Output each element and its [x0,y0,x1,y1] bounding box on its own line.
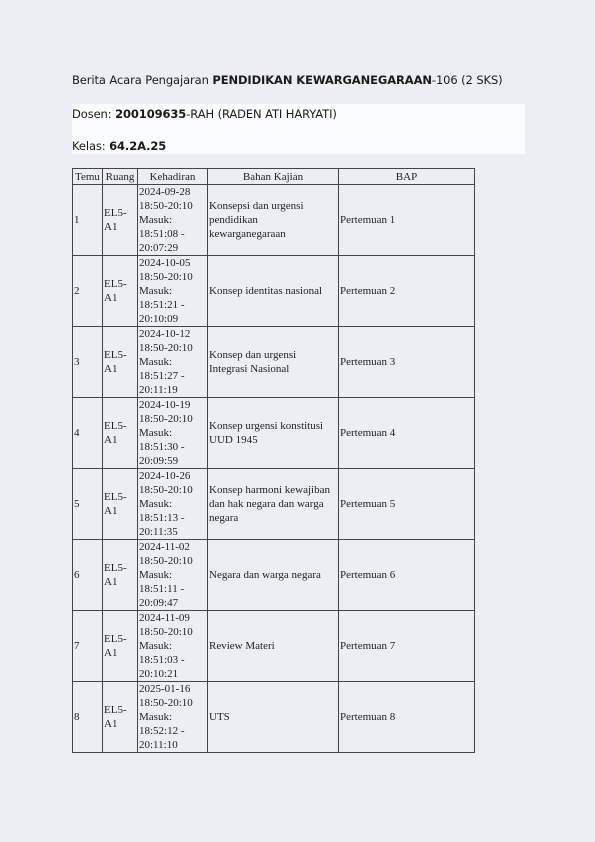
cell-ruang: EL5-A1 [103,256,138,327]
cell-temu: 2 [73,256,103,327]
masuk-in-time: 18:51:30 - [139,441,185,453]
cell-bahan-kajian: Konsepsi dan urgensi pendidikan kewarganegaraan [208,185,339,256]
masuk-label: Masuk: [139,569,172,581]
cell-bap: Pertemuan 8 [339,682,475,753]
cell-kehadiran [138,185,208,256]
lecturer-name: -RAH (RADEN ATI HARYATI) [186,107,337,121]
cell-ruang: EL5-A1 [103,611,138,682]
cell-kehadiran [138,540,208,611]
session-date: 2024-11-09 [139,612,190,624]
session-date: 2024-10-26 [139,470,191,482]
table-row [73,185,475,256]
masuk-label: Masuk: [139,427,172,439]
title-prefix: Berita Acara Pengajaran [72,73,209,87]
cell-kehadiran [138,611,208,682]
cell-bahan-kajian: Konsep urgensi konstitusi UUD 1945 [208,398,339,469]
session-date: 2024-09-28 [139,186,191,198]
masuk-in-time: 18:51:13 - [139,512,185,524]
masuk-in-time: 18:51:03 - [139,654,185,666]
session-date: 2024-10-19 [139,399,191,411]
cell-ruang: EL5-A1 [103,327,138,398]
cell-temu: 5 [73,469,103,540]
masuk-label: Masuk: [139,711,172,723]
class-line [72,128,525,154]
table-row [73,682,475,753]
masuk-out-time: 20:11:35 [139,526,178,538]
cell-temu: 6 [73,540,103,611]
cell-temu: 7 [73,611,103,682]
masuk-out-time: 20:10:21 [139,668,179,680]
masuk-in-time: 18:51:08 - [139,228,185,240]
table-row [73,398,475,469]
masuk-out-time: 20:07:29 [139,242,179,254]
cell-bap: Pertemuan 7 [339,611,475,682]
session-date: 2024-11-02 [139,541,190,553]
cell-temu: 3 [73,327,103,398]
cell-bap: Pertemuan 1 [339,185,475,256]
cell-bap: Pertemuan 2 [339,256,475,327]
session-time: 18:50-20:10 [139,271,193,283]
session-time: 18:50-20:10 [139,484,193,496]
session-time: 18:50-20:10 [139,626,193,638]
session-date: 2025-01-16 [139,683,191,695]
masuk-out-time: 20:11:10 [139,739,178,751]
cell-bahan-kajian: Konsep identitas nasional [208,256,339,327]
cell-temu: 4 [73,398,103,469]
cell-kehadiran [138,327,208,398]
column-header-bahan-kajian: Bahan Kajian [208,169,339,185]
table-row [73,256,475,327]
session-time: 18:50-20:10 [139,697,193,709]
column-header-bap: BAP [339,169,475,185]
masuk-label: Masuk: [139,498,172,510]
masuk-in-time: 18:52:12 - [139,725,185,737]
masuk-label: Masuk: [139,356,172,368]
masuk-in-time: 18:51:21 - [139,299,185,311]
table-row [73,540,475,611]
table-body [73,185,475,753]
masuk-in-time: 18:51:11 - [139,583,185,595]
session-time: 18:50-20:10 [139,555,193,567]
cell-ruang: EL5-A1 [103,469,138,540]
lecturer-id: 200109635 [115,107,187,121]
session-date: 2024-10-12 [139,328,191,340]
cell-kehadiran [138,469,208,540]
cell-kehadiran [138,256,208,327]
table-row [73,611,475,682]
cell-bap: Pertemuan 6 [339,540,475,611]
lecturer-label: Dosen: [72,107,112,121]
session-time: 18:50-20:10 [139,413,193,425]
cell-bahan-kajian: Konsep dan urgensi Integrasi Nasional [208,327,339,398]
cell-ruang: EL5-A1 [103,682,138,753]
cell-ruang: EL5-A1 [103,185,138,256]
masuk-label: Masuk: [139,285,172,297]
masuk-out-time: 20:11:19 [139,384,178,396]
masuk-out-time: 20:10:09 [139,313,179,325]
masuk-label: Masuk: [139,640,172,652]
table-header-row [73,169,475,185]
cell-ruang: EL5-A1 [103,398,138,469]
document-title [72,73,503,87]
cell-kehadiran [138,398,208,469]
table-row [73,469,475,540]
cell-bahan-kajian: Negara dan warga negara [208,540,339,611]
course-name: PENDIDIKAN KEWARGANEGARAAN [212,73,432,87]
cell-kehadiran [138,682,208,753]
cell-temu: 1 [73,185,103,256]
cell-bap: Pertemuan 5 [339,469,475,540]
column-header-temu: Temu [73,169,103,185]
attendance-table [72,168,475,753]
course-suffix: -106 (2 SKS) [431,73,503,87]
class-label: Kelas: [72,139,106,153]
cell-ruang: EL5-A1 [103,540,138,611]
cell-temu: 8 [73,682,103,753]
cell-bap: Pertemuan 4 [339,398,475,469]
session-time: 18:50-20:10 [139,200,193,212]
column-header-kehadiran: Kehadiran [138,169,208,185]
masuk-out-time: 20:09:47 [139,597,179,609]
table-row [73,327,475,398]
session-date: 2024-10-05 [139,257,191,269]
class-value: 64.2A.25 [109,139,167,153]
cell-bahan-kajian: UTS [208,682,339,753]
column-header-ruang: Ruang [103,169,138,185]
masuk-in-time: 18:51:27 - [139,370,185,382]
cell-bap: Pertemuan 3 [339,327,475,398]
masuk-out-time: 20:09:59 [139,455,179,467]
lecturer-line [72,104,525,128]
cell-bahan-kajian: Konsep harmoni kewajiban dan hak negara dan warga negara [208,469,339,540]
masuk-label: Masuk: [139,214,172,226]
cell-bahan-kajian: Review Materi [208,611,339,682]
session-time: 18:50-20:10 [139,342,193,354]
